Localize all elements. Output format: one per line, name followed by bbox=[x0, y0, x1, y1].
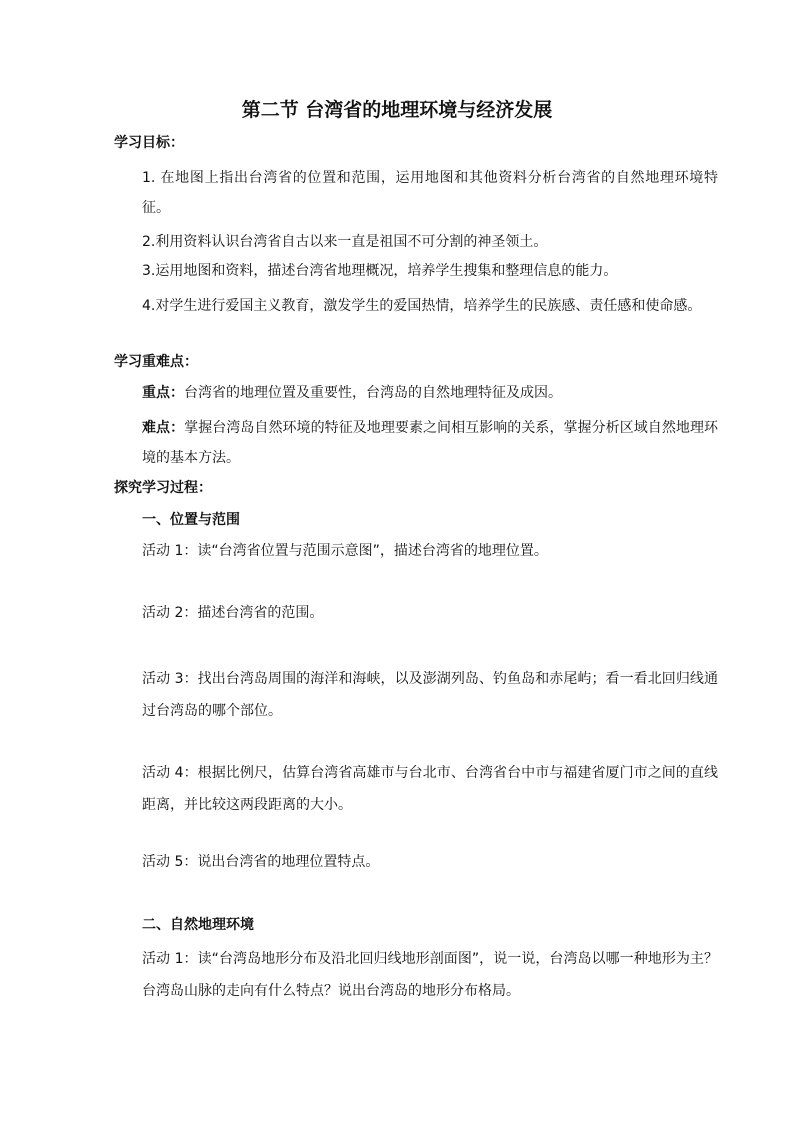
difficulty-text: 掌握台湾岛自然环境的特征及地理要素之间相互影响的关系，掌握分析区域自然地理环境的基本方法。 bbox=[142, 420, 719, 466]
difficulty-paragraph bbox=[114, 413, 718, 473]
goal-item-3: 3.运用地图和资料，描述台湾省地理概况，培养学生搜集和整理信息的能力。 bbox=[142, 263, 618, 279]
activity-1-5: 活动 5：说出台湾省的地理位置特点。 bbox=[142, 854, 380, 870]
focus-text: 台湾省的地理位置及重要性，台湾岛的自然地理特征及成因。 bbox=[184, 385, 562, 401]
goal-item-4: 4.对学生进行爱国主义教育，激发学生的爱国热情，培养学生的民族感、责任感和使命感。 bbox=[142, 298, 702, 314]
activity-1-2: 活动 2：描述台湾省的范围。 bbox=[142, 605, 324, 621]
activity-1-4: 活动 4：根据比例尺，估算台湾省高雄市与台北市、台湾省台中市与福建省厦门市之间的直线距离，并比较这两段距离的大小。 bbox=[142, 765, 718, 813]
key-points-heading: 学习重难点： bbox=[114, 354, 198, 370]
page-title: 第二节 台湾省的地理环境与经济发展 bbox=[241, 99, 553, 121]
goal-item-2: 2.利用资料认识台湾省自古以来一直是祖国不可分割的神圣领土。 bbox=[142, 234, 548, 250]
difficulty-label: 难点： bbox=[142, 420, 185, 436]
focus-label: 重点： bbox=[142, 385, 184, 401]
goals-heading: 学习目标： bbox=[114, 135, 184, 151]
goal-item-1: 1. 在地图上指出台湾省的位置和范围，运用地图和其他资料分析台湾省的自然地理环境特征。 bbox=[142, 170, 718, 216]
part1-heading: 一、位置与范围 bbox=[142, 512, 240, 528]
focus-paragraph bbox=[142, 383, 562, 403]
activity-1-3: 活动 3：找出台湾岛周围的海洋和海峡，以及澎湖列岛、钓鱼岛和赤尾屿；看一看北回归线通过台湾岛的哪个部位。 bbox=[142, 671, 718, 719]
activity-1-1: 活动 1：读“台湾省位置与范围示意图”，描述台湾省的地理位置。 bbox=[142, 543, 548, 559]
activity-2-1: 活动 1：读“台湾岛地形分布及沿北回归线地形剖面图”，说一说，台湾岛以哪一种地形为主？台湾岛山脉的走向有什么特点？说出台湾岛的地形分布格局。 bbox=[142, 951, 718, 999]
part2-heading: 二、自然地理环境 bbox=[142, 917, 254, 933]
process-heading: 探究学习过程： bbox=[114, 480, 212, 496]
